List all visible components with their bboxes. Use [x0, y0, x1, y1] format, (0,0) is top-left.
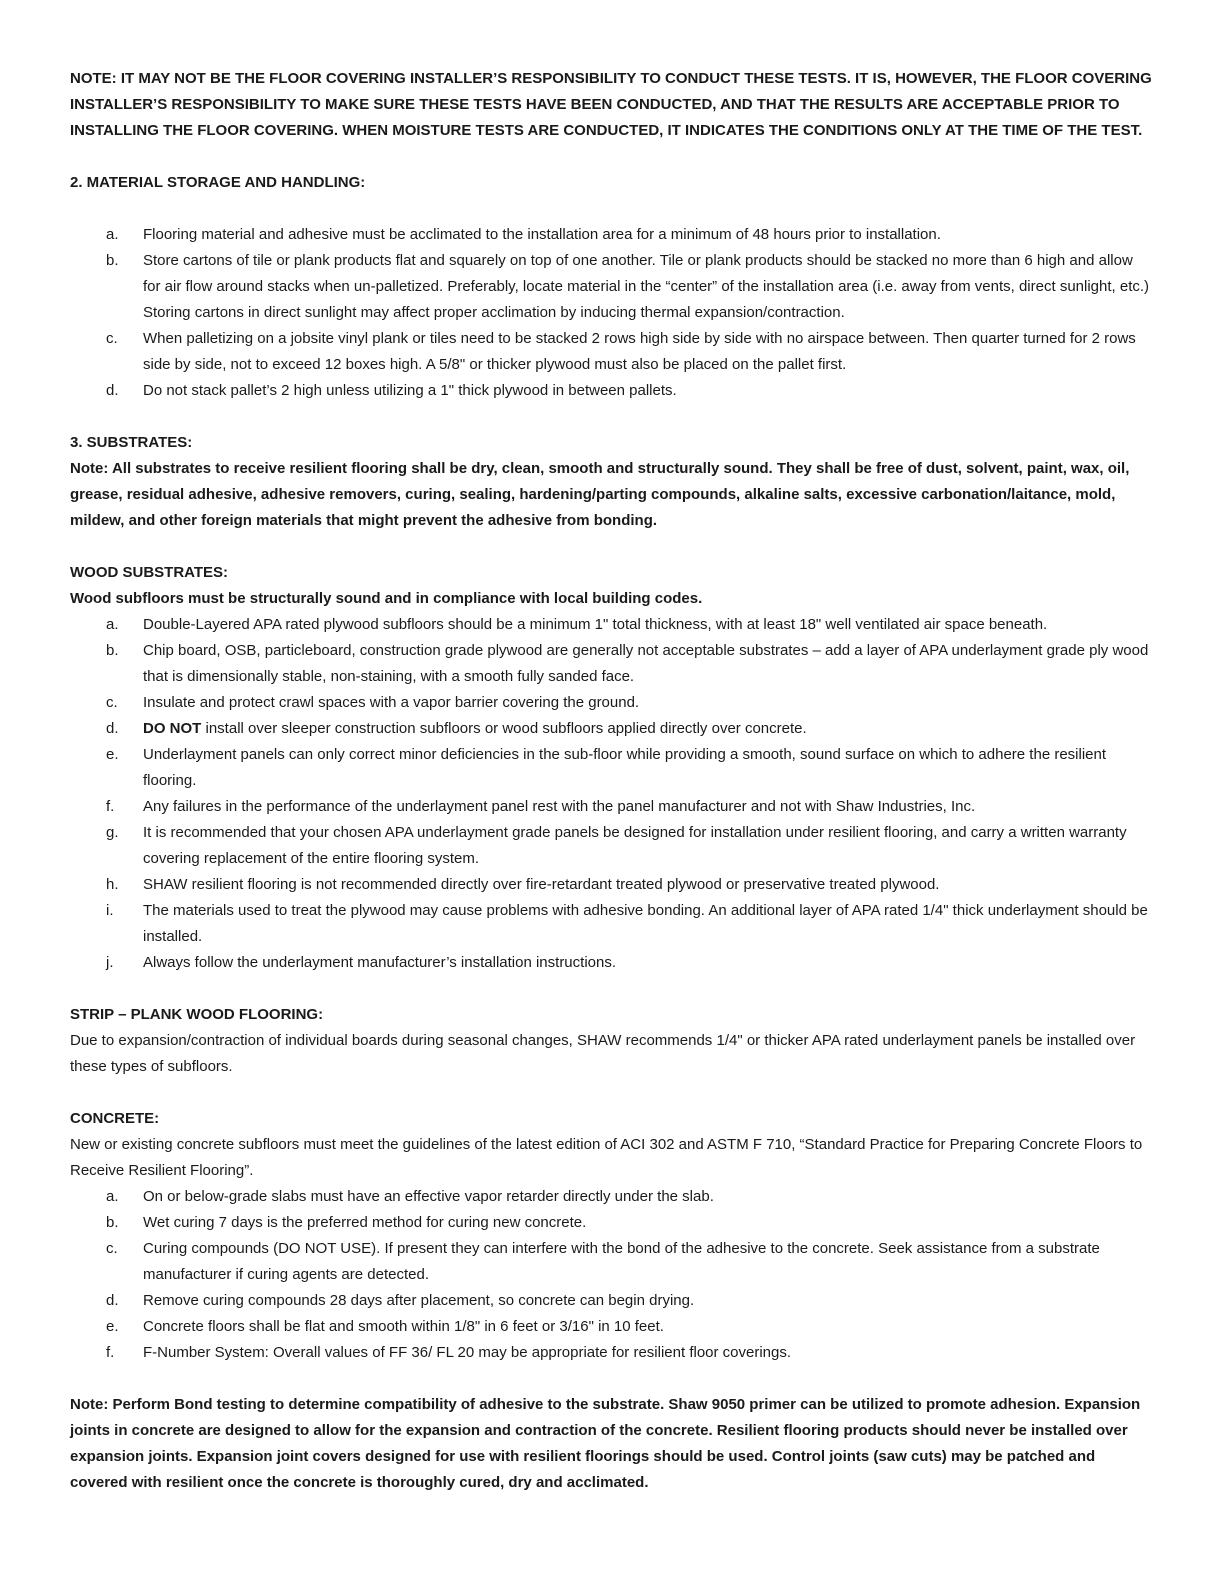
wood-list: [70, 612, 1154, 976]
list-item: [70, 1236, 1154, 1288]
list-item: [70, 690, 1154, 716]
list-item-text: On or below-grade slabs must have an effective vapor retarder directly under the slab.: [143, 1188, 714, 1205]
list-item: [70, 794, 1154, 820]
list-item-text: Insulate and protect crawl spaces with a vapor barrier covering the ground.: [143, 694, 640, 711]
list-item: [70, 872, 1154, 898]
section-concrete: [70, 1106, 1154, 1366]
section-heading-concrete: CONCRETE:: [70, 1110, 160, 1127]
top-note: NOTE: IT MAY NOT BE THE FLOOR COVERING INSTALLER’S RESPONSIBILITY TO CONDUCT THESE TESTS. IT IS, HOWEVER, THE FLOOR COVERING INSTALLER’S RESPONSIBILITY TO MAKE SURE THESE TESTS HAVE BEEN CONDUCTED, AND THAT THE RESULTS ARE ACCEPTABLE PRIOR TO INSTALLING THE FLOOR COVERING. WHEN MOISTURE TESTS ARE CONDUCTED, IT INDICATES THE CONDITIONS ONLY AT THE TIME OF THE TEST.: [70, 70, 1152, 139]
wood-intro: Wood subfloors must be structurally sound and in compliance with local building codes.: [70, 590, 703, 607]
list-item-marker: a.: [106, 1188, 119, 1205]
section-material-storage: [70, 170, 1154, 404]
list-item: [70, 950, 1154, 976]
list-item-text: Wet curing 7 days is the preferred method for curing new concrete.: [143, 1214, 587, 1231]
list-item: [70, 248, 1154, 326]
section-heading-storage: 2. MATERIAL STORAGE AND HANDLING:: [70, 174, 366, 191]
list-item-marker: a.: [106, 226, 119, 243]
list-item: [70, 716, 1154, 742]
list-item-text: Remove curing compounds 28 days after placement, so concrete can begin drying.: [143, 1292, 695, 1309]
list-item: [70, 1314, 1154, 1340]
list-item-marker: b.: [106, 1214, 119, 1231]
list-item-text: The materials used to treat the plywood may cause problems with adhesive bonding. An additional layer of APA rated 1/4" thick underlayment should be installed.: [143, 902, 1148, 945]
list-item-marker: j.: [106, 954, 114, 971]
emphasized-text: DO NOT: [143, 720, 202, 737]
list-item: [70, 1210, 1154, 1236]
strip-body: Due to expansion/contraction of individual boards during seasonal changes, SHAW recommends 1/4" or thicker APA rated underlayment panels be installed over these types of subfloors.: [70, 1032, 1136, 1075]
list-item-marker: b.: [106, 252, 119, 269]
substrates-note: Note: All substrates to receive resilient flooring shall be dry, clean, smooth and structurally sound. They shall be free of dust, solvent, paint, wax, oil, grease, residual adhesive, adhesive removers, curing, sealing, hardening/parting compounds, alkaline salts, excessive carbonation/laitance, mold, mildew, and other foreign materials that might prevent the adhesive from bonding.: [70, 460, 1130, 529]
list-item: [70, 820, 1154, 872]
list-item-text: Any failures in the performance of the underlayment panel rest with the panel manufacturer and not with Shaw Industries, Inc.: [143, 798, 976, 815]
list-item: [70, 378, 1154, 404]
list-item-marker: h.: [106, 876, 119, 893]
section-heading-wood: WOOD SUBSTRATES:: [70, 564, 229, 581]
list-item-text: When palletizing on a jobsite vinyl plank or tiles need to be stacked 2 rows high side by side with no airspace between. Then quarter turned for 2 rows side by side, not to exceed 12 boxes high. A 5/8" or thicker plywood must also be placed on the pallet first.: [143, 330, 1136, 373]
list-item-text: Curing compounds (DO NOT USE). If present they can interfere with the bond of the adhesive to the concrete. Seek assistance from a substrate manufacturer if curing agents are detected.: [143, 1240, 1100, 1283]
list-item-text: SHAW resilient flooring is not recommended directly over fire-retardant treated plywood or preservative treated plywood.: [143, 876, 940, 893]
list-item-marker: d.: [106, 382, 119, 399]
list-item-text: Flooring material and adhesive must be acclimated to the installation area for a minimum of 48 hours prior to installation.: [143, 226, 941, 243]
list-item-text: Always follow the underlayment manufacturer’s installation instructions.: [143, 954, 617, 971]
list-item-marker: g.: [106, 824, 119, 841]
list-item-marker: f.: [106, 1344, 115, 1361]
list-item-marker: c.: [106, 1240, 118, 1257]
list-item: [70, 638, 1154, 690]
list-item: [70, 1340, 1154, 1366]
section-heading-substrates: 3. SUBSTRATES:: [70, 434, 193, 451]
list-item: [70, 222, 1154, 248]
list-item-marker: c.: [106, 330, 118, 347]
list-item-text: [143, 716, 1154, 742]
list-item-marker: d.: [106, 1292, 119, 1309]
section-wood-substrates: [70, 560, 1154, 976]
section-strip-plank: [70, 1002, 1154, 1080]
list-item-marker: e.: [106, 746, 119, 763]
list-item-text: Chip board, OSB, particleboard, construction grade plywood are generally not acceptable substrates – add a layer of APA underlayment grade ply wood that is dimensionally stable, non-staining, with a smooth fully sanded face.: [143, 642, 1149, 685]
concrete-list: [70, 1184, 1154, 1366]
list-item: [70, 612, 1154, 638]
list-item-text: Store cartons of tile or plank products flat and squarely on top of one another. Tile or plank products should be stacked no more than 6 high and allow for air flow around stacks when un-palletized. Preferably, locate material in the “center” of the installation area (i.e. away from vents, direct sunlight, etc.) Storing cartons in direct sunlight may affect proper acclimation by inducing thermal expansion/contraction.: [143, 252, 1150, 321]
list-item-marker: e.: [106, 1318, 119, 1335]
list-item: [70, 1288, 1154, 1314]
storage-list: [70, 222, 1154, 404]
list-item-text: Do not stack pallet’s 2 high unless utilizing a 1" thick plywood in between pallets.: [143, 382, 677, 399]
list-item-marker: a.: [106, 616, 119, 633]
list-item-marker: c.: [106, 694, 118, 711]
section-substrates: [70, 430, 1154, 534]
list-item: [70, 1184, 1154, 1210]
list-item-text: F-Number System: Overall values of FF 36/ FL 20 may be appropriate for resilient floor coverings.: [143, 1344, 792, 1361]
list-item: [70, 326, 1154, 378]
concrete-intro: New or existing concrete subfloors must meet the guidelines of the latest edition of ACI 302 and ASTM F 710, “Standard Practice for Preparing Concrete Floors to Receive Resilient Flooring”.: [70, 1136, 1143, 1179]
list-item: [70, 742, 1154, 794]
list-item-marker: f.: [106, 798, 115, 815]
list-item-text: Concrete floors shall be flat and smooth within 1/8" in 6 feet or 3/16" in 10 feet.: [143, 1318, 664, 1335]
list-item-text-rest: install over sleeper construction subfloors or wood subfloors applied directly over concrete.: [201, 720, 807, 737]
list-item-marker: b.: [106, 642, 119, 659]
list-item-text: It is recommended that your chosen APA underlayment grade panels be designed for installation under resilient flooring, and carry a written warranty covering replacement of the entire flooring system.: [143, 824, 1127, 867]
bottom-note: Note: Perform Bond testing to determine compatibility of adhesive to the substrate. Shaw 9050 primer can be utilized to promote adhesion. Expansion joints in concrete are designed to allow for the expansion and contraction of the concrete. Resilient flooring products should never be installed over expansion joints. Expansion joint covers designed for use with resilient floorings should be used. Control joints (saw cuts) may be patched and covered with resilient once the concrete is thoroughly cured, dry and acclimated.: [70, 1396, 1141, 1491]
list-item-marker: d.: [106, 720, 119, 737]
list-item-text: Double-Layered APA rated plywood subfloors should be a minimum 1" total thickness, with at least 18" well ventilated air space beneath.: [143, 616, 1048, 633]
list-item-text: Underlayment panels can only correct minor deficiencies in the sub-floor while providing a smooth, sound surface on which to adhere the resilient flooring.: [143, 746, 1107, 789]
section-heading-strip: STRIP – PLANK WOOD FLOORING:: [70, 1006, 324, 1023]
list-item-marker: i.: [106, 902, 114, 919]
list-item: [70, 898, 1154, 950]
